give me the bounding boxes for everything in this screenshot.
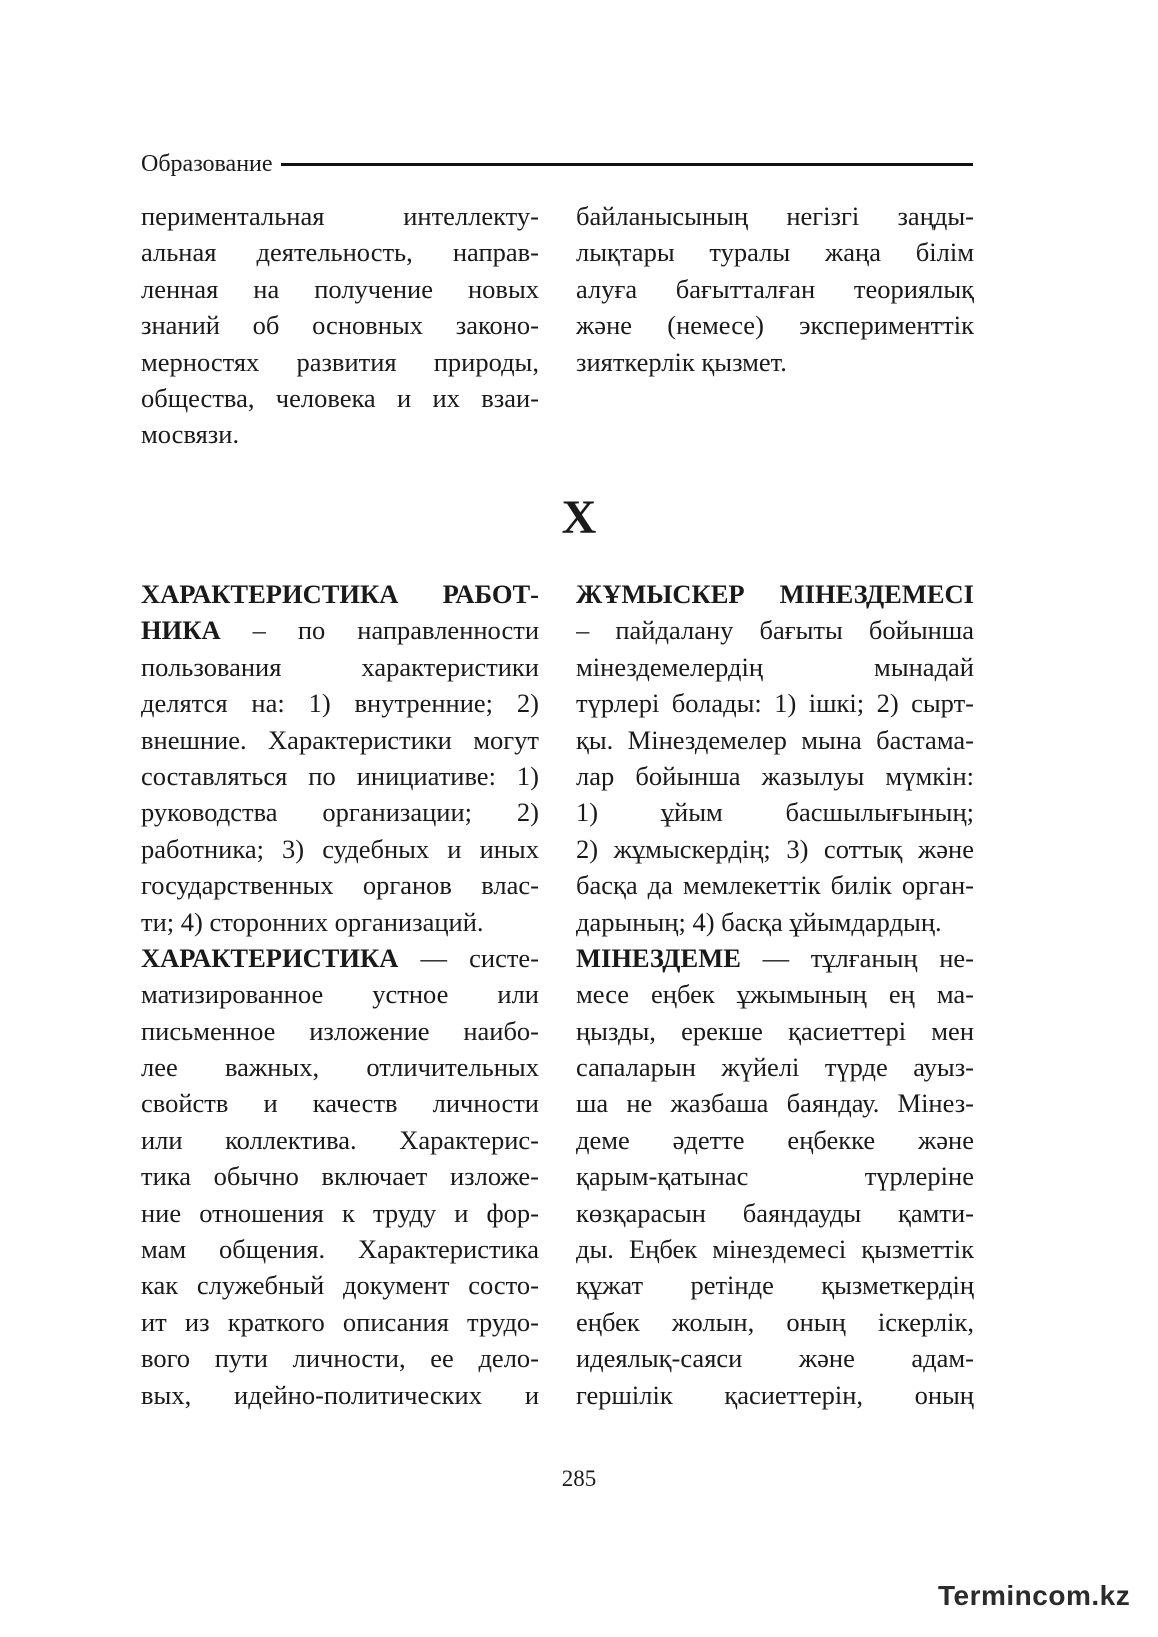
text-line [141,612,539,648]
text-line: басқа да мемлекеттік билік орган- [576,870,974,901]
text-line: сапаларын жүйелі түрде ауыз- [576,1052,974,1083]
text-line: или коллектива. Характерис- [141,1124,539,1155]
text-line: және (немесе) эксперименттік [576,310,974,341]
text-line: көзқарасын баяндауды қамти- [576,1197,974,1228]
text-line: дарының; 4) басқа ұйымдардың. [576,906,942,937]
text-line: письменное изложение наибо- [141,1015,539,1046]
bottom-right-column [576,576,974,1413]
entry-term: ХАРАКТЕРИСТИКА РАБОТ- [141,579,539,609]
text-line: периментальная интеллекту- [141,201,539,231]
text-line: қарым-қатынас түрлеріне [576,1161,974,1192]
text-line: лее важных, отличительных [141,1052,539,1083]
text-line: еңбек жолын, оның іскерлік, [576,1306,974,1337]
text-line: ды. Еңбек мінездемесі қызметтік [576,1234,974,1265]
entry-heading-line [141,576,539,612]
text-line: байланысының негізгі заңды- [576,201,974,231]
text-line: деме әдетте еңбекке және [576,1124,974,1155]
text-line: работника; 3) судебных и иных [141,833,539,864]
text-line: составляться по инициативе: 1) [141,760,539,791]
section-letter: Х [561,491,597,544]
text-line: лар бойынша жазылуы мүмкін: [576,760,974,791]
text-line: месе еңбек ұжымының ең ма- [576,979,974,1010]
page-number: 285 [561,1466,597,1491]
entry-term: ХАРАКТЕРИСТИКА [141,942,399,973]
watermark-logo: Termincom.kz [938,1580,1131,1611]
text-line: зияткерлік қызмет. [576,346,787,377]
entry-term-cont: НИКА [141,615,221,646]
text-line: знаний об основных законо- [141,310,539,341]
bottom-left-column [141,576,539,1413]
text-line: свойств и качеств личности [141,1088,539,1119]
text-line: мінездемелердің мынадай [576,651,974,682]
text-line: вого пути личности, ее дело- [141,1343,539,1374]
text-line: қы. Мінездемелер мына бастама- [576,724,974,755]
text-line: ти; 4) сторонних организаций. [141,906,484,937]
header-rule [281,163,973,166]
top-right-column [576,198,974,380]
entry-heading-line [576,576,974,612]
text-line: ние отношения к труду и фор- [141,1197,539,1228]
text-line: альная деятельность, направ- [141,237,539,268]
text-line: как служебный документ состо- [141,1270,539,1301]
text-line [141,940,539,976]
text-line: түрлері болады: 1) ішкі; 2) сырт- [576,688,974,719]
text-line: общества, человека и их взаи- [141,382,539,413]
running-header [141,148,973,180]
text-line: құжат ретінде қызметкердің [576,1270,974,1301]
text-line: мосвязи. [141,419,240,450]
text-line: гершілік қасиеттерін, оның [576,1379,974,1410]
text-line: лықтары туралы жаңа білім [576,237,974,268]
text-line: ленная на получение новых [141,273,539,304]
text-line: идеялық-саяси және адам- [576,1343,974,1374]
text-line: ңызды, ерекше қасиеттері мен [576,1015,974,1046]
text-fragment: — тұлғаның не- [762,942,974,973]
text-line: внешние. Характеристики могут [141,724,539,755]
text-fragment: – по направленности [252,615,539,646]
text-line: государственных органов влас- [141,870,539,901]
text-line: алуға бағытталған теориялық [576,273,974,304]
text-line: мерностях развития природы, [141,346,539,377]
text-line: вых, идейно-политических и [141,1379,539,1410]
text-line: мам общения. Характеристика [141,1234,539,1265]
text-line: руководства организации; 2) [141,797,539,828]
text-line: 2) жұмыскердің; 3) соттық және [576,833,974,864]
top-left-column [141,198,539,453]
text-line [576,940,974,976]
text-line: пользования характеристики [141,651,539,682]
entry-term: МІНЕЗДЕМЕ [576,942,741,973]
text-line: 1) ұйым басшылығының; [576,797,974,828]
text-line: делятся на: 1) внутренние; 2) [141,688,539,719]
text-line: тика обычно включает изложе- [141,1161,539,1192]
entry-term: ЖҰМЫСКЕР МІНЕЗДЕМЕСІ [576,579,974,609]
text-line: матизированное устное или [141,979,539,1010]
header-section-title: Образование [141,150,273,177]
text-fragment: — систе- [420,942,539,973]
text-line: ша не жазбаша баяндау. Мінез- [576,1088,974,1119]
text-line: ит из краткого описания трудо- [141,1306,539,1337]
text-line: – пайдалану бағыты бойынша [576,615,974,646]
